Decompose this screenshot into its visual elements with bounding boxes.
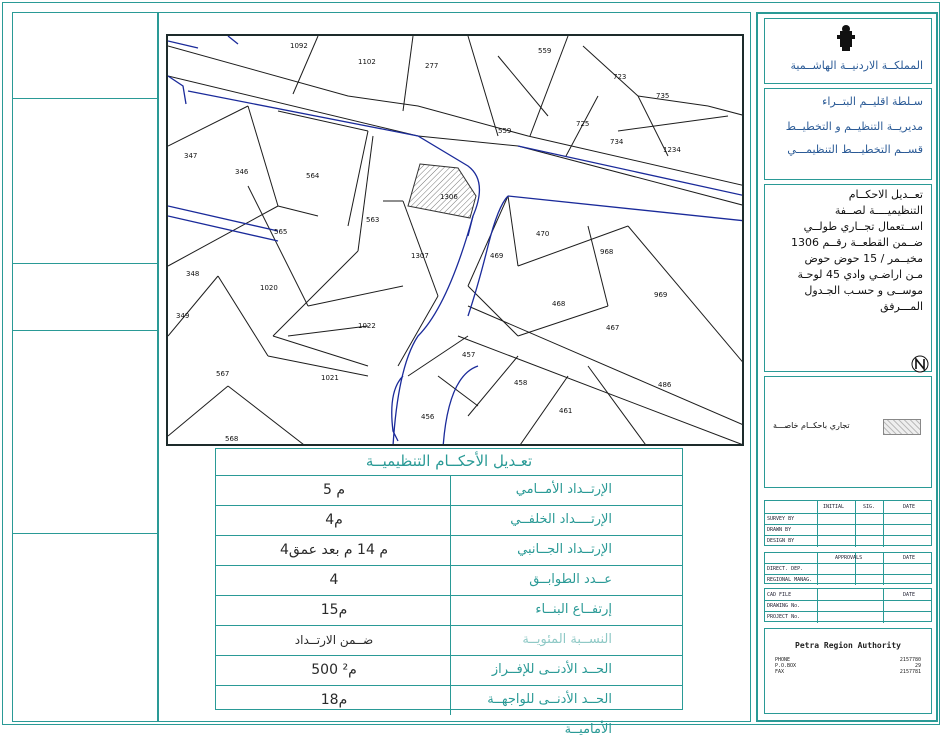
initial-header: INITIAL (823, 504, 845, 510)
sig-header: SIG. (863, 504, 876, 510)
table-row (216, 685, 682, 737)
cad-file-table (764, 588, 932, 622)
north-arrow-icon (911, 355, 929, 373)
parcel-label: 469 (490, 252, 504, 260)
authority-box (764, 88, 932, 180)
drawing-no-label: DRAWING No. (767, 603, 801, 609)
legend-box (764, 376, 932, 488)
row-value: 4م (325, 512, 343, 528)
description-box (764, 184, 932, 372)
table-row (216, 625, 682, 656)
row-label: الإرتــــداد الخلفــي (450, 505, 682, 535)
date-header: DATE (903, 592, 916, 598)
authority-en-box (764, 628, 932, 714)
parcel-label: 346 (235, 168, 249, 176)
contact-labels: PHONE P.O.BOX FAX (775, 657, 797, 675)
parcel-label: 349 (176, 312, 190, 320)
parcel-label: 468 (552, 300, 566, 308)
parcel-label: 461 (559, 407, 573, 415)
parcel-label: 725 (576, 120, 590, 128)
row-value: ضــمن الارتــداد (294, 633, 374, 647)
parcel-label: 563 (366, 216, 380, 224)
table-row (216, 655, 682, 686)
parcel-label: 1022 (358, 322, 376, 330)
row-value: 4م 14 م بعد عمق (279, 542, 388, 558)
parcel-label: 1307 (411, 252, 429, 260)
parcel-label: 1092 (290, 42, 308, 50)
row-value: 15م (320, 602, 348, 618)
row-label: الإرتــداد الأمــامي (450, 475, 682, 505)
department-name: قســم التخطيـــط التنظيمـــي (787, 143, 923, 156)
contact-values: 2157780 29 2157781 (899, 657, 921, 675)
date-header: DATE (903, 555, 916, 561)
parcel-label: 735 (656, 92, 670, 100)
parcel-label: 1306 (440, 193, 458, 201)
table-row (216, 565, 682, 596)
drawn-by-label: DRAWN BY (767, 527, 792, 533)
directorate-name: مديريــة التنظيــم و التخطيــط (785, 120, 923, 133)
legend-label: تجاري باحكــام خاصـــة (773, 421, 850, 430)
parcel-label: 567 (216, 370, 230, 378)
row-value: 5 م (322, 482, 346, 498)
parcel-map-svg (168, 36, 744, 446)
table-row (216, 505, 682, 536)
parcel-label: 559 (498, 127, 512, 135)
row-label: الإرتــداد الجــانبي (450, 535, 682, 565)
parcel-label: 1234 (663, 146, 681, 154)
emblem-box (764, 18, 932, 84)
regulations-table (215, 448, 683, 737)
parcel-label: 565 (274, 228, 288, 236)
row-label: إرتفــاع البنــاء (450, 595, 682, 625)
parcel-label: 456 (421, 413, 435, 421)
row-value: 500 م² (311, 662, 357, 678)
row-label: الحــد الأدنــى للواجهــة الأماميــة (450, 685, 682, 715)
crest-icon (835, 23, 857, 53)
authority-en-name: Petra Region Authority (795, 641, 901, 650)
parcel-map (166, 34, 744, 446)
parcel-label: 277 (425, 62, 439, 70)
legend-swatch (883, 419, 921, 435)
row-label: النســبة المئويــة (450, 625, 682, 655)
parcel-label: 1020 (260, 284, 278, 292)
parcel-label: 723 (613, 73, 627, 81)
row-label: عــدد الطوابــق (450, 565, 682, 595)
parcel-label: 968 (600, 248, 614, 256)
parcel-label: 734 (610, 138, 624, 146)
parcel-label: 347 (184, 152, 198, 160)
table-row (216, 535, 682, 566)
title-block-column (756, 12, 938, 722)
parcel-label: 470 (536, 230, 550, 238)
parcel-label: 486 (658, 381, 672, 389)
parcel-label: 568 (225, 435, 239, 443)
approvals-header: APPROVALS (835, 555, 863, 561)
description-text: تعــديل الاحكــام التنظيميــــة لصــفة اســتعمال تجــاري طولــي 1306 ضــمن القطعــة رقــم مخيــمر / 15 حوض حوض مـن اراضـي وادي 45 لوحـة موســى و حسـب الجـدول المـــرفق (791, 188, 923, 313)
design-by-label: DESIGN BY (767, 538, 795, 544)
table-row (216, 595, 682, 626)
row-value: 18م (320, 692, 348, 708)
direct-dep-label: DIRECT. DEP. (767, 566, 804, 572)
parcel-label: 969 (654, 291, 668, 299)
survey-by-label: SURVEY BY (767, 516, 795, 522)
left-margin-column (12, 12, 158, 722)
regional-manag-label: REGIONAL MANAG. (767, 577, 813, 583)
row-label: الحــد الأدنــى للإفــراز (450, 655, 682, 685)
kingdom-name: المملكــة الاردنيــة الهاشــمية (790, 59, 923, 72)
parcel-label: 1021 (321, 374, 339, 382)
approvals-table (764, 552, 932, 584)
parcel-label: 348 (186, 270, 200, 278)
parcel-label: 559 (538, 47, 552, 55)
parcel-label: 458 (514, 379, 528, 387)
parcel-label: 564 (306, 172, 320, 180)
cad-file-label: CAD FILE (767, 592, 792, 598)
date-header: DATE (903, 504, 916, 510)
table-row (216, 475, 682, 506)
regulations-title: تعـديل الأحكــام التنظيميــة (216, 449, 682, 476)
project-no-label: PROJECT No. (767, 614, 801, 620)
parcel-label: 467 (606, 324, 620, 332)
parcel-label: 457 (462, 351, 476, 359)
parcel-label: 1102 (358, 58, 376, 66)
authority-name: سـلطة اقليــم البتــراء (822, 95, 923, 108)
row-value: 4 (329, 572, 339, 588)
signature-table (764, 500, 932, 546)
